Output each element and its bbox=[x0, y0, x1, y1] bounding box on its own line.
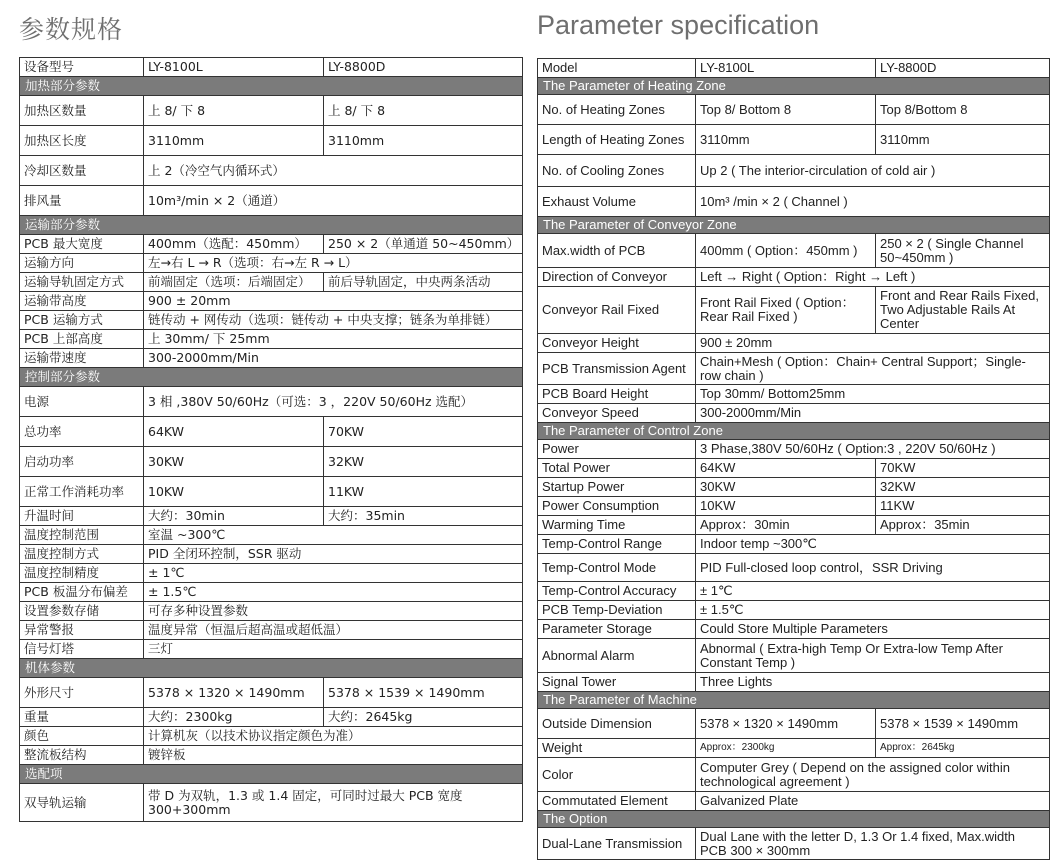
param-label: Abnormal Alarm bbox=[538, 639, 696, 673]
param-value: 三灯 bbox=[144, 640, 523, 659]
param-value: 300-2000mm/Min bbox=[144, 349, 523, 368]
param-label: Commutated Element bbox=[538, 792, 696, 811]
param-value: Galvanized Plate bbox=[696, 792, 1050, 811]
param-label: PCB 板温分布偏差 bbox=[20, 583, 144, 602]
param-value: 64KW bbox=[696, 459, 876, 478]
table-row bbox=[538, 792, 1050, 811]
param-label: Model bbox=[538, 59, 696, 78]
param-label: Power bbox=[538, 440, 696, 459]
param-value: 计算机灰（以技术协议指定颜色为准） bbox=[144, 727, 523, 746]
table-row bbox=[20, 447, 523, 477]
section-header-row bbox=[538, 78, 1050, 95]
param-label: 运输带高度 bbox=[20, 292, 144, 311]
param-value: Front and Rear Rails Fixed, Two Adjustable Rails At Center bbox=[876, 287, 1050, 334]
table-row bbox=[20, 292, 523, 311]
param-value: LY-8100L bbox=[696, 59, 876, 78]
param-value: 3110mm bbox=[696, 125, 876, 155]
param-value: 250 × 2（单通道 50~450mm） bbox=[324, 235, 523, 254]
section-header: The Option bbox=[538, 811, 1050, 828]
page-title-chinese: 参数规格 bbox=[19, 15, 124, 44]
table-row bbox=[538, 155, 1050, 187]
section-header-row bbox=[538, 692, 1050, 709]
param-value: 上 2（冷空气内循环式） bbox=[144, 156, 523, 186]
param-value: Front Rail Fixed ( Option： Rear Rail Fixed ) bbox=[696, 287, 876, 334]
param-label: 颜色 bbox=[20, 727, 144, 746]
table-row bbox=[20, 545, 523, 564]
param-value: Top 8/Bottom 8 bbox=[876, 95, 1050, 125]
param-value: Could Store Multiple Parameters bbox=[696, 620, 1050, 639]
table-row bbox=[20, 477, 523, 507]
param-label: Direction of Conveyor bbox=[538, 268, 696, 287]
param-value: 大约：2645kg bbox=[324, 708, 523, 727]
param-value: Left → Right ( Option：Right → Left ) bbox=[696, 268, 1050, 287]
section-header-row bbox=[20, 765, 523, 784]
param-label: Dual-Lane Transmission bbox=[538, 828, 696, 860]
param-label: Max.width of PCB bbox=[538, 234, 696, 268]
param-value: 64KW bbox=[144, 417, 324, 447]
table-row bbox=[20, 273, 523, 292]
param-value: ± 1.5℃ bbox=[144, 583, 523, 602]
section-header: The Parameter of Heating Zone bbox=[538, 78, 1050, 95]
section-header-row bbox=[20, 659, 523, 678]
param-label: No. of Heating Zones bbox=[538, 95, 696, 125]
param-value: Abnormal ( Extra-high Temp Or Extra-low Temp After Constant Temp ) bbox=[696, 639, 1050, 673]
param-label: PCB Temp-Deviation bbox=[538, 601, 696, 620]
param-value: 前端固定（选项：后端固定） bbox=[144, 273, 324, 292]
table-row bbox=[538, 582, 1050, 601]
section-header: The Parameter of Machine bbox=[538, 692, 1050, 709]
table-row bbox=[20, 417, 523, 447]
param-label: PCB Board Height bbox=[538, 385, 696, 404]
section-header: The Parameter of Control Zone bbox=[538, 423, 1050, 440]
param-label: 温度控制方式 bbox=[20, 545, 144, 564]
param-value: PID 全闭环控制，SSR 驱动 bbox=[144, 545, 523, 564]
section-header-row bbox=[20, 216, 523, 235]
table-row bbox=[20, 678, 523, 708]
param-value: PID Full-closed loop control，SSR Driving bbox=[696, 554, 1050, 582]
param-value: 10m³ /min × 2 ( Channel ) bbox=[696, 187, 1050, 217]
param-value: 温度异常（恒温后超高温或超低温） bbox=[144, 621, 523, 640]
table-row bbox=[538, 234, 1050, 268]
param-label: 升温时间 bbox=[20, 507, 144, 526]
param-label: 设备型号 bbox=[20, 58, 144, 77]
param-value: 32KW bbox=[876, 478, 1050, 497]
param-value: 3 相 ,380V 50/60Hz（可选：3 ，220V 50/60Hz 选配） bbox=[144, 387, 523, 417]
table-row bbox=[538, 639, 1050, 673]
table-row bbox=[538, 535, 1050, 554]
table-row bbox=[538, 125, 1050, 155]
param-label: Power Consumption bbox=[538, 497, 696, 516]
param-value: 带 D 为双轨，1.3 或 1.4 固定，可同时过最大 PCB 宽度 300+300mm bbox=[144, 784, 523, 822]
param-value: LY-8100L bbox=[144, 58, 324, 77]
table-row bbox=[538, 554, 1050, 582]
table-row bbox=[538, 268, 1050, 287]
table-row bbox=[20, 784, 523, 822]
table-row bbox=[20, 126, 523, 156]
spec-table-english-body bbox=[538, 59, 1050, 860]
param-value: Dual Lane with the letter D, 1.3 Or 1.4 fixed, Max.width PCB 300 × 300mm bbox=[696, 828, 1050, 860]
param-value: 900 ± 20mm bbox=[144, 292, 523, 311]
table-row bbox=[538, 287, 1050, 334]
param-label: Temp-Control Range bbox=[538, 535, 696, 554]
param-value: 可存多种设置参数 bbox=[144, 602, 523, 621]
param-value: 大约：30min bbox=[144, 507, 324, 526]
table-row bbox=[538, 497, 1050, 516]
param-value: Indoor temp ~300℃ bbox=[696, 535, 1050, 554]
param-label: Temp-Control Mode bbox=[538, 554, 696, 582]
param-label: Exhaust Volume bbox=[538, 187, 696, 217]
param-value: 10m³/min × 2（通道） bbox=[144, 186, 523, 216]
param-value: 70KW bbox=[324, 417, 523, 447]
param-value: 左→右 L → R（选项：右→左 R → L） bbox=[144, 254, 523, 273]
table-row bbox=[20, 727, 523, 746]
param-label: Weight bbox=[538, 739, 696, 758]
table-row bbox=[538, 59, 1050, 78]
table-row bbox=[20, 58, 523, 77]
table-row bbox=[538, 459, 1050, 478]
table-row bbox=[538, 828, 1050, 860]
param-value: LY-8800D bbox=[324, 58, 523, 77]
table-row bbox=[538, 478, 1050, 497]
param-value: 11KW bbox=[324, 477, 523, 507]
param-label: Conveyor Speed bbox=[538, 404, 696, 423]
param-label: Conveyor Rail Fixed bbox=[538, 287, 696, 334]
spec-table-english bbox=[537, 58, 1050, 860]
param-value: ± 1℃ bbox=[144, 564, 523, 583]
param-value: ± 1.5℃ bbox=[696, 601, 1050, 620]
param-label: 双导轨运输 bbox=[20, 784, 144, 822]
param-value: Up 2 ( The interior-circulation of cold air ) bbox=[696, 155, 1050, 187]
param-value: 镀锌板 bbox=[144, 746, 523, 765]
section-header-row bbox=[20, 77, 523, 96]
param-value: 上 8/ 下 8 bbox=[144, 96, 324, 126]
param-value: 链传动 + 网传动（选项：链传动 + 中央支撑；链条为单排链） bbox=[144, 311, 523, 330]
table-row bbox=[20, 621, 523, 640]
table-row bbox=[538, 95, 1050, 125]
param-label: Startup Power bbox=[538, 478, 696, 497]
param-label: Length of Heating Zones bbox=[538, 125, 696, 155]
param-label: 运输方向 bbox=[20, 254, 144, 273]
param-value: 5378 × 1320 × 1490mm bbox=[696, 709, 876, 739]
table-row bbox=[20, 156, 523, 186]
param-value: 3110mm bbox=[876, 125, 1050, 155]
table-row bbox=[538, 353, 1050, 385]
table-row bbox=[20, 583, 523, 602]
section-header: 选配项 bbox=[20, 765, 523, 784]
table-row bbox=[20, 708, 523, 727]
page-title-english: Parameter specification bbox=[537, 10, 820, 40]
param-label: PCB 运输方式 bbox=[20, 311, 144, 330]
param-label: Color bbox=[538, 758, 696, 792]
param-value: LY-8800D bbox=[876, 59, 1050, 78]
section-header-row bbox=[20, 368, 523, 387]
param-value: 大约：35min bbox=[324, 507, 523, 526]
param-value: 10KW bbox=[696, 497, 876, 516]
table-row bbox=[20, 330, 523, 349]
param-label: 外形尺寸 bbox=[20, 678, 144, 708]
param-label: 整流板结构 bbox=[20, 746, 144, 765]
section-header-row bbox=[538, 217, 1050, 234]
param-value: 5378 × 1539 × 1490mm bbox=[876, 709, 1050, 739]
param-label: 启动功率 bbox=[20, 447, 144, 477]
table-row bbox=[538, 673, 1050, 692]
table-row bbox=[538, 440, 1050, 459]
table-row bbox=[20, 186, 523, 216]
param-value: Three Lights bbox=[696, 673, 1050, 692]
table-row bbox=[20, 507, 523, 526]
param-label: 异常警报 bbox=[20, 621, 144, 640]
param-label: 总功率 bbox=[20, 417, 144, 447]
param-label: 冷却区数量 bbox=[20, 156, 144, 186]
param-value: 上 30mm/ 下 25mm bbox=[144, 330, 523, 349]
param-value: 室温 ~300℃ bbox=[144, 526, 523, 545]
spec-table-chinese-body bbox=[20, 58, 523, 822]
param-label: 正常工作消耗功率 bbox=[20, 477, 144, 507]
spec-table-chinese bbox=[19, 57, 523, 822]
param-value: ± 1℃ bbox=[696, 582, 1050, 601]
table-row bbox=[20, 640, 523, 659]
table-row bbox=[538, 385, 1050, 404]
param-label: No. of Cooling Zones bbox=[538, 155, 696, 187]
table-row bbox=[20, 254, 523, 273]
param-label: 重量 bbox=[20, 708, 144, 727]
param-label: 加热区数量 bbox=[20, 96, 144, 126]
param-label: Temp-Control Accuracy bbox=[538, 582, 696, 601]
table-row bbox=[20, 96, 523, 126]
param-value: 400mm ( Option：450mm ) bbox=[696, 234, 876, 268]
param-label: 温度控制精度 bbox=[20, 564, 144, 583]
param-value: 250 × 2 ( Single Channel 50~450mm ) bbox=[876, 234, 1050, 268]
table-row bbox=[538, 404, 1050, 423]
param-label: Signal Tower bbox=[538, 673, 696, 692]
param-label: 运输带速度 bbox=[20, 349, 144, 368]
param-value: Top 8/ Bottom 8 bbox=[696, 95, 876, 125]
param-label: 电源 bbox=[20, 387, 144, 417]
section-header-row bbox=[538, 811, 1050, 828]
param-value: Approx：2645kg bbox=[876, 739, 1050, 758]
section-header: 控制部分参数 bbox=[20, 368, 523, 387]
param-label: Total Power bbox=[538, 459, 696, 478]
param-value: Approx：30min bbox=[696, 516, 876, 535]
param-label: 信号灯塔 bbox=[20, 640, 144, 659]
table-row bbox=[538, 601, 1050, 620]
section-header: The Parameter of Conveyor Zone bbox=[538, 217, 1050, 234]
param-value: 5378 × 1539 × 1490mm bbox=[324, 678, 523, 708]
section-header-row bbox=[538, 423, 1050, 440]
param-value: Computer Grey ( Depend on the assigned color within technological agreement ) bbox=[696, 758, 1050, 792]
param-value: 30KW bbox=[144, 447, 324, 477]
param-label: PCB 上部高度 bbox=[20, 330, 144, 349]
param-label: 温度控制范围 bbox=[20, 526, 144, 545]
param-value: 大约：2300kg bbox=[144, 708, 324, 727]
param-label: 排风量 bbox=[20, 186, 144, 216]
table-row bbox=[538, 620, 1050, 639]
param-value: 11KW bbox=[876, 497, 1050, 516]
table-row bbox=[538, 758, 1050, 792]
table-row bbox=[538, 187, 1050, 217]
param-label: Warming Time bbox=[538, 516, 696, 535]
table-row bbox=[20, 311, 523, 330]
param-label: PCB 最大宽度 bbox=[20, 235, 144, 254]
param-value: 3110mm bbox=[324, 126, 523, 156]
param-value: 3110mm bbox=[144, 126, 324, 156]
param-label: 加热区长度 bbox=[20, 126, 144, 156]
table-row bbox=[20, 235, 523, 254]
param-label: 设置参数存储 bbox=[20, 602, 144, 621]
param-value: 10KW bbox=[144, 477, 324, 507]
param-label: Conveyor Height bbox=[538, 334, 696, 353]
table-row bbox=[538, 516, 1050, 535]
param-label: PCB Transmission Agent bbox=[538, 353, 696, 385]
param-value: 32KW bbox=[324, 447, 523, 477]
param-value: 前后导轨固定，中央两条活动 bbox=[324, 273, 523, 292]
param-value: Chain+Mesh ( Option：Chain+ Central Support；Single-row chain ) bbox=[696, 353, 1050, 385]
table-row bbox=[538, 739, 1050, 758]
param-label: 运输导轨固定方式 bbox=[20, 273, 144, 292]
section-header: 加热部分参数 bbox=[20, 77, 523, 96]
param-label: Outside Dimension bbox=[538, 709, 696, 739]
param-value: 上 8/ 下 8 bbox=[324, 96, 523, 126]
table-row bbox=[20, 387, 523, 417]
param-value: 300-2000mm/Min bbox=[696, 404, 1050, 423]
param-label: Parameter Storage bbox=[538, 620, 696, 639]
param-value: Approx：35min bbox=[876, 516, 1050, 535]
param-value: 900 ± 20mm bbox=[696, 334, 1050, 353]
table-row bbox=[538, 709, 1050, 739]
table-row bbox=[538, 334, 1050, 353]
section-header: 机体参数 bbox=[20, 659, 523, 678]
param-value: 30KW bbox=[696, 478, 876, 497]
table-row bbox=[20, 526, 523, 545]
param-value: 400mm（选配：450mm） bbox=[144, 235, 324, 254]
table-row bbox=[20, 564, 523, 583]
param-value: Approx：2300kg bbox=[696, 739, 876, 758]
param-value: 3 Phase,380V 50/60Hz ( Option:3 , 220V 50/60Hz ) bbox=[696, 440, 1050, 459]
param-value: 70KW bbox=[876, 459, 1050, 478]
param-value: 5378 × 1320 × 1490mm bbox=[144, 678, 324, 708]
section-header: 运输部分参数 bbox=[20, 216, 523, 235]
table-row bbox=[20, 349, 523, 368]
param-value: Top 30mm/ Bottom25mm bbox=[696, 385, 1050, 404]
table-row bbox=[20, 602, 523, 621]
table-row bbox=[20, 746, 523, 765]
